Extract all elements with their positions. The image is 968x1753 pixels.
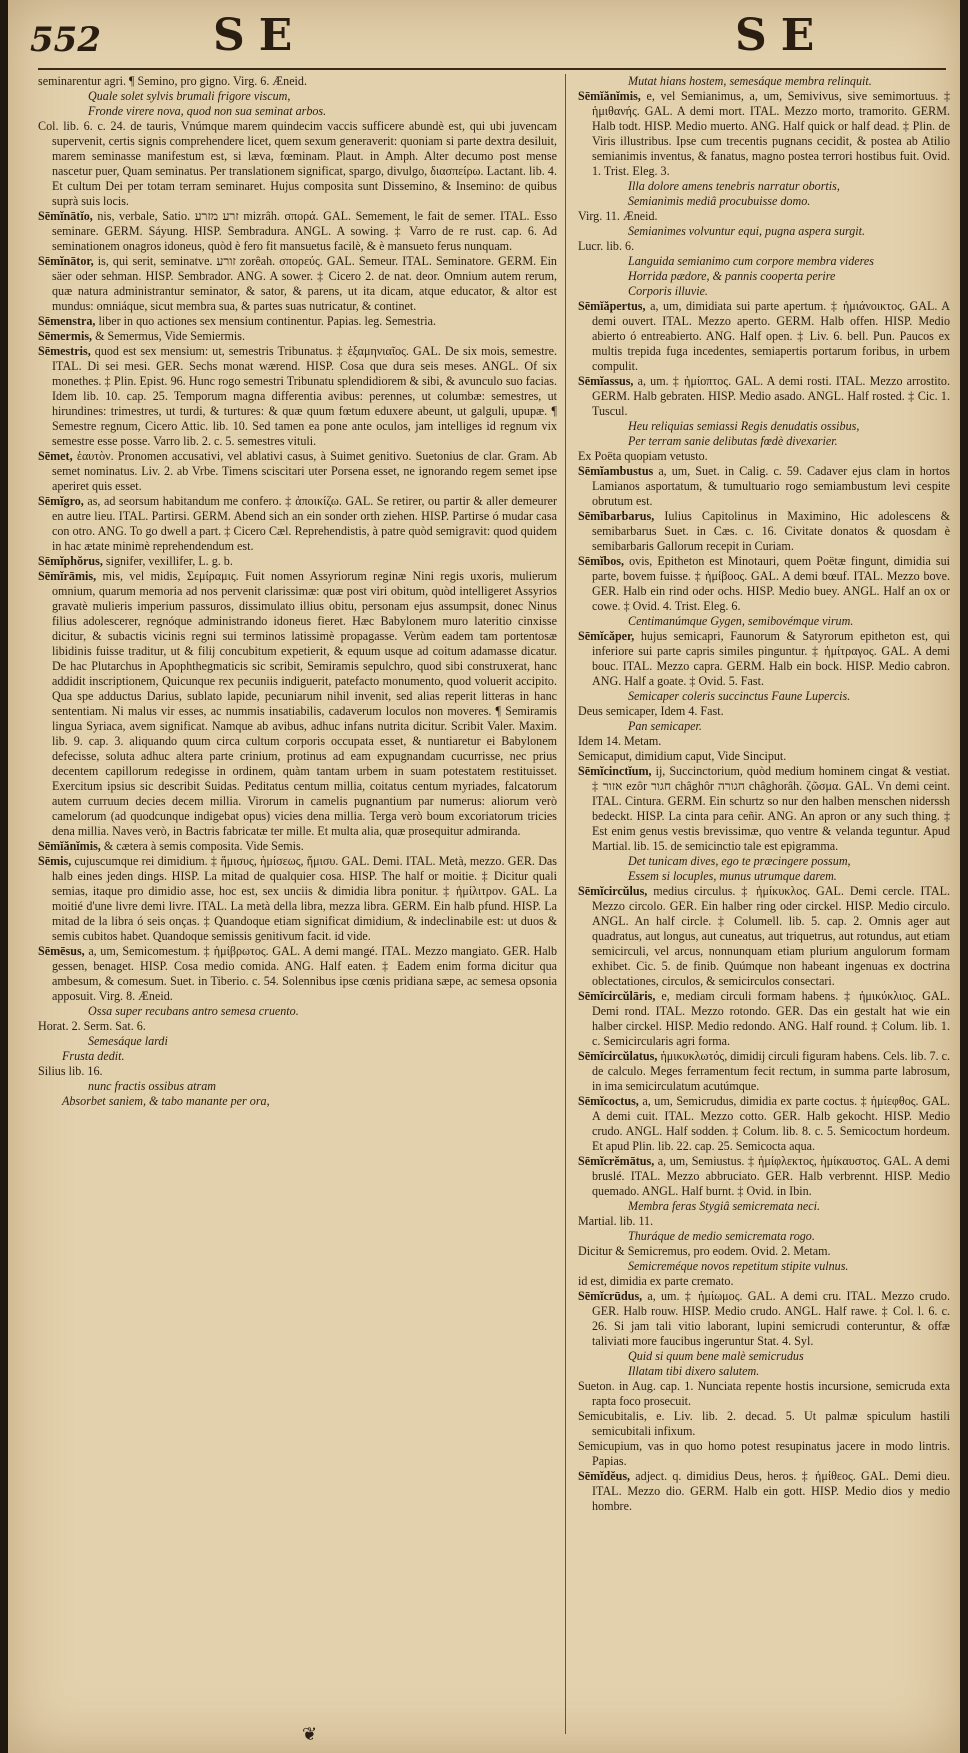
verse-quote: Thuráque de medio semicremata rogo. — [628, 1229, 815, 1243]
verse-quote: Fronde virere nova, quod non sua seminat arbos. — [88, 104, 327, 118]
entry-headword: Sēmĭcircŭlatus, — [578, 1049, 658, 1063]
entry-headword: Sēmenstra, — [38, 314, 96, 328]
entry-text: liber in quo actiones sex mensium continentur. Papias. leg. Semestria. — [98, 314, 437, 328]
dictionary-entry — [578, 1214, 950, 1229]
entry-headword: Sēmĭassus, — [578, 374, 634, 388]
dictionary-entry — [38, 569, 557, 839]
entry-text: medius circulus. ‡ ἡμίκυκλος. GAL. Demi cercle. ITAL. Mezzo circolo. GER. Ein halber ring oder circkel. HISP. Medio circulo. ANGL. An half circle. ‡ Columell. lib. 5. cap. 2. Omnis ager aut quadratus, aut longus, aut cuneatus, aut triquetrus, aut rotundus, aut etiam semicirculi, vel arcus, nonnunquam etiam plurium angulorum formam exhibet. Cic. 5. de finib. Quúmque non habeant ingenuas ex doctrina oblectationes, circulos, & semicirculos consectari. — [592, 884, 950, 988]
entry-text: Martial. lib. 11. — [578, 1214, 654, 1228]
entry-text: seminarentur agri. ¶ Semino, pro gigno. Virg. 6. Æneid. — [38, 74, 307, 88]
entry-text: a, um, Semicomestum. ‡ ἡμίβρωτος. GAL. A demi mangé. ITAL. Mezzo mangiato. GER. Halb gessen, benaget. HISP. Cosa medio comida. ANG. Half eaten. ‡ Eadem enim forma dicitur qua ambesum, & comesum. Suet. in Tiberio. c. 54. Solennibus ipse cœnis pridiana sæpe, ac semesa opsonia apposuit. Virg. 8. Æneid. — [52, 944, 557, 1003]
dictionary-entry — [38, 839, 557, 854]
dictionary-entry — [578, 1244, 950, 1259]
dictionary-entry — [578, 764, 950, 854]
dictionary-entry — [578, 734, 950, 749]
entry-text: a, um, Suet. in Calig. c. 59. Cadaver ejus clam in hortos Lamianos asportatum, & tumultuario rogo semiambustum levi cespite obrutum est. — [592, 464, 950, 508]
verse-quote: Quale solet sylvis brumali frigore viscum, — [88, 89, 291, 103]
header-rule — [38, 68, 946, 70]
running-head-right: SE — [735, 10, 829, 61]
entry-headword: Sēmĭrāmis, — [38, 569, 97, 583]
entry-text: Virg. 11. Æneid. — [578, 209, 658, 223]
entry-text: a, um, Semiustus. ‡ ἡμίφλεκτος, ἡμίκαυστος. GAL. A demi bruslé. ITAL. Mezzo abbruciato. GER. Halb verbrennt. HISP. Medio quemado. ANGL. Half burnt. ‡ Ovid. in Ibin. — [592, 1154, 950, 1198]
entry-text: & Semermus, Vide Semiermis. — [95, 329, 245, 343]
entry-text: Semicupium, vas in quo homo potest resupinatus jacere in modo lintris. Papias. — [578, 1439, 950, 1468]
entry-text: e, mediam circuli formam habens. ‡ ἡμικύκλιος. GAL. Demi rond. ITAL. Mezzo rotondo. GER. Das ein gestalt hat wie ein halber circkel. HISP. Medio redondo. ANG. Half round. ‡ Colum. lib. 1. c. Semicircularis agri forma. — [592, 989, 950, 1048]
dictionary-entry — [38, 344, 557, 449]
dictionary-entry — [578, 554, 950, 614]
entry-text: Sueton. in Aug. cap. 1. Nunciata repente hostis incursione, semicruda exta rapta foco prosecuit. — [578, 1379, 950, 1408]
entry-headword: Sēmĭcircŭlāris, — [578, 989, 656, 1003]
entry-text: id est, dimidia ex parte cremato. — [578, 1274, 734, 1288]
entry-text: is, qui serit, seminatve. זורע zorêah. σπορεύς. GAL. Semeur. ITAL. Seminatore. GERM. Ein säer oder sehman. HISP. Sembrador. ANG. A sower. ‡ Cicero 2. de nat. deor. Omnium autem rerum, quæ natura administrantur seminator, & sator, & parens, ut ita dicam, atque educator, & altor est mundus: omniáque, sicut membra sua, & partes suas nutricatur, & continet. — [52, 254, 557, 313]
verse-quote: Semianimes volvuntur equi, pugna aspera surgit. — [628, 224, 866, 238]
right-column — [578, 74, 950, 1739]
dictionary-entry — [38, 1064, 557, 1079]
verse-quote: Semicreméque novos repetitum stipite vulnus. — [628, 1259, 849, 1273]
entry-headword: Sēmet, — [38, 449, 73, 463]
dictionary-entry — [578, 704, 950, 719]
entry-text: mis, vel midis, Σεμίραμις. Fuit nomen Assyriorum reginæ Nini regis uxoris, mulierum omnium, quarum memoria ad nos pervenit clarissimæ: quæ post viri obitum, quòd intelligeret Assyrios gravatè mulieris imperium passuros, dissimulato illius obitu, personam ejus assumpsit, donec Ninus filius adolescerer, regnóque administrando idoneus fieret. Hæc Babylonem muro lateritio cinxisse dicitur, & subactis vicinis regni sui terminos latissimè propagasse. Verùm eadem tam portentosæ libidinis fuisse traditur, ut & filij concubitum expetierit, & equum usque ad coitum adamasse dicatur. De hac Plutarchus in Apophthegmaticis sic scribit, Semiramis sepulchro, quod sibi construxerat, hanc addidit inscriptionem, Quicunque rex pecuniis indiguerit, patefacto monumento, quod voluerit accipito. Qua spe adductus Darius, sublato lapide, pecuniarum nihil invenit, sed alias reperit litteras in hanc sententiam. Ni malus vir esses, ac nummis insatiabilis, cadaverum loculos non moveres. ¶ Semiramis lingua Syriaca, avem significat. Namque ab avibus, adhuc infans nutrita dicitur. Scribit Valer. Maxim. lib. 9. cap. 3. aliquando quum circa cultum corporis occupata esset, & nuntiaretur ei Babylonem defecisse, soluta adhuc altera parte crinium, protinus ad eam expugnandam cucurrisse, nec prius decentem capillorum redegisse in ordinem, quàm tantam urbem in suam potestatem restituisset. Exercitum ipsius sic describit Suidas. Peditatus centum millia, coitatus centum myriades, falcatorum autem curruum decies decem millia. Virorum in camelis pugnantium par numerus: aliorum verò camelorum (ad quodcunque indigebat opus) vicies dena millia. Terga verò boum excoriatorum tricies dena millia. Naves verò, in Bactris fabricatæ ter mille. Et multa alia, quæ prosequitur admiranda. — [52, 569, 557, 838]
dictionary-entry — [38, 449, 557, 494]
dictionary-entry — [38, 119, 557, 209]
dictionary-entry — [578, 1439, 950, 1469]
verse-quote: nunc fractis ossibus atram — [88, 1079, 217, 1093]
entry-text: Silius lib. 16. — [38, 1064, 103, 1078]
verse-quote: Illatam tibi dixero salutem. — [628, 1364, 760, 1378]
entry-headword: Sēmĭcrĕmātus, — [578, 1154, 655, 1168]
catchword-mark: ❦ — [302, 1724, 318, 1745]
dictionary-entry — [578, 209, 950, 224]
entry-text: Semicubitalis, e. Liv. lib. 2. decad. 5. Ut palmæ spiculum hastili semicubitali infixum. — [578, 1409, 950, 1438]
entry-headword: Sēmĭgro, — [38, 494, 84, 508]
entry-text: signifer, vexillifer, L. g. b. — [105, 554, 233, 568]
entry-text: a, um. ‡ ἡμίωμος. GAL. A demi cru. ITAL. Mezzo crudo. GER. Halb rouw. HISP. Medio crudo. ANGL. Half rawe. ‡ Col. l. 6. c. 26. Si jam tali vitio laborant, lupini semicrudi conteruntur, & offæ taliviati more faucibus ingeruntur Stat. 4. Syl. — [592, 1289, 950, 1348]
dictionary-entry — [578, 449, 950, 464]
entry-text: ἑαυτὸν. Pronomen accusativi, vel ablativi casus, à Suimet genitivo. Suetonius de clar. Gram. Ab semet nominatus. Liv. 2. ab Vrbe. Timens sciscitari uter Porsena esset, ne ignorando regem semet ipse aperiret quis esset. — [52, 449, 557, 493]
entry-text: a, um, dimidiata sui parte apertum. ‡ ἡμιάνοικτος. GAL. A demi ouvert. ITAL. Mezzo aperto. GERM. Halb offen. HISP. Medio abierto ó entreabierto. ANG. Half open. ‡ Liv. 6. bell. Pun. Paucos ex multis trepida fuga incedentes, semiapertis portarum foribus, in urbem compulit. — [592, 299, 950, 373]
dictionary-entry — [578, 629, 950, 689]
entry-headword: Sēmĭcăper, — [578, 629, 635, 643]
book-page — [8, 0, 960, 1753]
entry-text: a, um. ‡ ἡμίοπτος. GAL. A demi rosti. ITAL. Mezzo arrostito. GERM. Halb gebraten. HISP. Medio asado. ANGL. Half rosted. ‡ Cic. 1. Tuscul. — [592, 374, 950, 418]
entry-text: ἡμικυκλωτός, dimidij circuli figuram habens. Cels. lib. 7. c. de calculo. Meges ferramentum fecit rectum, in summa parte labrosum, in ima semicirculatum acutúmque. — [592, 1049, 950, 1093]
entry-text: Lucr. lib. 6. — [578, 239, 635, 253]
dictionary-entry — [38, 554, 557, 569]
dictionary-entry — [38, 944, 557, 1004]
entry-text: a, um, Semicrudus, dimidia ex parte coctus. ‡ ἡμίεφθος. GAL. A demi cuit. ITAL. Mezzo cotto. GER. Halb gekocht. HISP. Medio crudo. ANGL. Half sodden. ‡ Colum. lib. 8. c. 5. Semicoctum hordeum. Et apud Plin. lib. 22. cap. 25. Semicocta aqua. — [592, 1094, 950, 1153]
dictionary-entry — [38, 1019, 557, 1034]
entry-text: hujus semicapri, Faunorum & Satyrorum epitheton est, qui inferiore sui parte capris similes pinguntur. ‡ ἡμίτραγος. GAL. A demi bouc. ITAL. Mezzo capra. GERM. Halb ein bock. HISP. Medio cabron. ANG. Half a goate. ‡ Ovid. 5. Fast. — [592, 629, 950, 688]
dictionary-entry — [578, 299, 950, 374]
dictionary-entry — [578, 464, 950, 509]
dictionary-entry — [578, 1154, 950, 1199]
verse-quote: Per terram sanie delibutas fœdè divexarier. — [628, 434, 838, 448]
dictionary-entry — [578, 1379, 950, 1409]
dictionary-entry — [38, 854, 557, 944]
dictionary-entry — [578, 1049, 950, 1094]
entry-headword: Sēmĭambustus — [578, 464, 654, 478]
entry-headword: Sēmĭnātor, — [38, 254, 94, 268]
verse-quote: Det tunicam dives, ego te præcingere possum, — [628, 854, 851, 868]
entry-headword: Sēmĭphŏrus, — [38, 554, 103, 568]
verse-quote: Mutat hians hostem, semesáque membra relinquit. — [628, 74, 872, 88]
verse-quote: Semicaper coleris succinctus Faune Lupercis. — [628, 689, 851, 703]
entry-headword: Sēmĭbos, — [578, 554, 625, 568]
dictionary-entry — [38, 209, 557, 254]
entry-text: as, ad seorsum habitandum me confero. ‡ ἀποικίζω. GAL. Se retirer, ou partir & aller demeurer en autre lieu. ITAL. Partirsi. GERM. Abend sich an ein sonder orth ziehen. HISP. Partirse ó mudar casa con otro. ANG. To go dwell a part. ‡ Cicero Cæl. Reprehendistis, à patre quòd semigravit: quod quidem in hac ætate minimè reprehendendum est. — [52, 494, 557, 553]
left-column — [38, 74, 557, 1739]
dictionary-entry — [578, 374, 950, 419]
entry-text: Horat. 2. Serm. Sat. 6. — [38, 1019, 146, 1033]
dictionary-entry — [578, 89, 950, 179]
entry-text: Iulius Capitolinus in Maximino, Hic adolescens & semibarbarus Suet. in Cæs. c. 16. Civitate donatos & quosdam è semibarbaris Gallorum recepit in Curiam. — [592, 509, 950, 553]
verse-quote: Semesáque lardi — [88, 1034, 168, 1048]
entry-text: Idem 14. Metam. — [578, 734, 662, 748]
page-number: 552 — [30, 20, 101, 60]
entry-headword: Sēmĭcrūdus, — [578, 1289, 643, 1303]
dictionary-entry — [578, 749, 950, 764]
entry-text: ij, Succinctorium, quòd medium hominem cingat & vestiat. ‡ אזור ezôr חגור châghôr חגורה châghorâh. ζῶσμα. GAL. Vn demi ceint. ITAL. Cintura. GERM. Ein schurtz so nur den halben menschen niderssh bedeckt. HISP. La cinta para ceñir. ANG. An apron or any such thing. ‡ Est enim genus vestis brevissimæ, quo ventre & velanda teguntur. Apud Martial. lib. 15. de semicinctio tale est epigramma. — [592, 764, 950, 853]
dictionary-entry — [578, 239, 950, 254]
running-head-left: SE — [213, 10, 307, 61]
dictionary-entry — [38, 254, 557, 314]
dictionary-entry — [578, 1289, 950, 1349]
entry-headword: Sēmĭdĕus, — [578, 1469, 631, 1483]
entry-headword: Sēmestris, — [38, 344, 91, 358]
verse-quote: Languida semianimo cum corpore membra videres — [628, 254, 874, 268]
dictionary-entry — [578, 989, 950, 1049]
entry-text: Col. lib. 6. c. 24. de tauris, Vnúmque marem quindecim vaccis sufficere abundè est, qui ubi juvencam supervenit, certis signis comprehendere licet, quem sexum generaverit: quoniam si parte dextra desiluit, marem seminasse manifestum est, si læva, fœminam. Plaut. in Amph. Alter decumo post mense nascetur puer, Quam seminatus. Per translationem significat, spargo, divulgo, διασπείρω. Lactant. lib. 4. Et cultum Dei per totam terram seminaret. Hujus composita sunt Dissemino, & Insemino: de quibus suprà suis locis. — [38, 119, 557, 208]
entry-headword: Sēmĭcinctĭum, — [578, 764, 652, 778]
entry-text: & cætera à semis composita. Vide Semis. — [103, 839, 304, 853]
entry-text: e, vel Semianimus, a, um, Semivivus, sive semimortuus. ‡ ἡμιθανής. GAL. A demi mort. ITAL. Mezzo morto, tramorito. GERM. Halb todt. HISP. Medio muerto. ANG. Half quick or half dead. ‡ Plin. de Viris illustribus. Ipse cum trecentis pugnans cecidit, & postea ab Atilio semianimis inventus, & fanatus, magno postea terrori hostibus fuit. Ovid. 1. Trist. Eleg. 3. — [592, 89, 950, 178]
dictionary-entry — [578, 1409, 950, 1439]
verse-quote: Frusta dedit. — [62, 1049, 125, 1063]
verse-quote: Heu reliquias semiassi Regis denudatis ossibus, — [628, 419, 860, 433]
column-divider — [565, 74, 566, 1734]
dictionary-entry — [578, 1094, 950, 1154]
dictionary-entry — [38, 74, 557, 89]
entry-text: adject. q. dimidius Deus, heros. ‡ ἡμίθεος. GAL. Demi dieu. ITAL. Mezzo dio. GERM. Halb ein gott. HISP. Medio dios y medio hombre. — [592, 1469, 950, 1513]
entry-headword: Sēmēsus, — [38, 944, 85, 958]
entry-headword: Sēmis, — [38, 854, 72, 868]
verse-quote: Membra feras Stygiâ semicremata neci. — [628, 1199, 820, 1213]
dictionary-entry — [38, 494, 557, 554]
verse-quote: Absorbet saniem, & tabo manante per ora, — [62, 1094, 270, 1108]
entry-headword: Sēmĭcircŭlus, — [578, 884, 648, 898]
dictionary-entry — [38, 329, 557, 344]
entry-headword: Sēmĭănĭmis, — [578, 89, 641, 103]
entry-headword: Sēmĭnātĭo, — [38, 209, 93, 223]
verse-quote: Centimanúmque Gygen, semibovémque virum. — [628, 614, 854, 628]
verse-quote: Horrida pædore, & pannis cooperta perire — [628, 269, 836, 283]
verse-quote: Corporis illuvie. — [628, 284, 708, 298]
entry-text: Deus semicaper, Idem 4. Fast. — [578, 704, 724, 718]
entry-text: cujuscumque rei dimidium. ‡ ἥμισυς, ἡμίσεως, ἥμισυ. GAL. Demi. ITAL. Metà, mezzo. GER. Das halb eines jeden dings. HISP. La mitad de qualquier cosa. HISP. The half or moitie. ‡ Dicitur quali semias, itaque pro dimidio asse, hoc est, sex unciis & dimidia libra ponitur. ‡ ἡμίλιτρον. GAL. La moitié d'une livre demi livre. ITAL. La metà della libra, mezza libra. GERM. Ein halb pfund. HISP. La mitad de la libra ó seis onças. ‡ Quandoque etiam significat dimidium, & indeclinabile est: ut duos & semis cubitos habet. Quandoque semissis genitivum facit. id vide. — [52, 854, 557, 943]
entry-text: Dicitur & Semicremus, pro eodem. Ovid. 2. Metam. — [578, 1244, 831, 1258]
entry-text: Semicaput, dimidium caput, Vide Sinciput. — [578, 749, 787, 763]
dictionary-entry — [578, 1274, 950, 1289]
verse-quote: Semianimis mediâ procubuisse domo. — [628, 194, 811, 208]
dictionary-entry — [578, 509, 950, 554]
entry-text: ovis, Epitheton est Minotauri, quem Poëtæ fingunt, dimidia sui parte, bovem fuisse. ‡ ἡμίβοος. GAL. A demi bœuf. ITAL. Mezzo bove. GER. Halb ein rind oder ochs. HISP. Medio buey. ANGL. Half an ox or cowe. ‡ Ovid. 4. Trist. Eleg. 6. — [592, 554, 950, 613]
dictionary-entry — [38, 314, 557, 329]
verse-quote: Essem si locuples, munus utrumque darem. — [628, 869, 837, 883]
entry-headword: Sēmermis, — [38, 329, 93, 343]
dictionary-entry — [578, 1469, 950, 1514]
verse-quote: Pan semicaper. — [628, 719, 702, 733]
verse-quote: Quid si quum bene malè semicrudus — [628, 1349, 804, 1363]
entry-text: quod est sex mensium: ut, semestris Tribunatus. ‡ ἑξαμηνιαῖος. GAL. De six mois, semestre. ITAL. Di sei mesi. GER. Sechs monat wærend. HISP. Cosa que dura seis meses. ANGL. Of six monethes. ‡ Plin. Epist. 96. Hunc rogo semestri Tribunatu splendidiorem & sibi, & avunculo suo facias. Idem lib. 10. cap. 25. Temporum magna differentia avibus: perennes, ut columbæ: semestres, ut hirundines: trimestres, ut turdi, & turtures: & quæ quum fœtum eduxere abeunt, ut galguli, upupæ. ¶ Semestre regnum, Cicero Attic. lib. 10. Sed tamen ea pone ante oculos, jam intelliges id regnum vix semestre esse posse. Varro lib. 2. c. 5. semestres vituli. — [52, 344, 557, 448]
entry-headword: Sēmĭăpertus, — [578, 299, 646, 313]
verse-quote: Ossa super recubans antro semesa cruento. — [88, 1004, 299, 1018]
dictionary-entry — [578, 884, 950, 989]
entry-headword: Sēmĭănĭmis, — [38, 839, 101, 853]
entry-headword: Sēmĭbarbarus, — [578, 509, 655, 523]
entry-headword: Sēmĭcoctus, — [578, 1094, 639, 1108]
entry-text: nis, verbale, Satio. זרע מזרע mizrâh. σπορά. GAL. Semement, le fait de semer. ITAL. Esso seminare. GERM. Sáyung. HISP. Sembradura. ANGL. A sowing. ‡ Varro de re rust. cap. 6. Ad seminationem onagros idoneus, quòd è fero fit mansuetus facilè, & è mansueto ferus nunquam. — [52, 209, 557, 253]
verse-quote: Illa dolore amens tenebris narratur obortis, — [628, 179, 840, 193]
entry-text: Ex Poëta quopiam vetusto. — [578, 449, 708, 463]
